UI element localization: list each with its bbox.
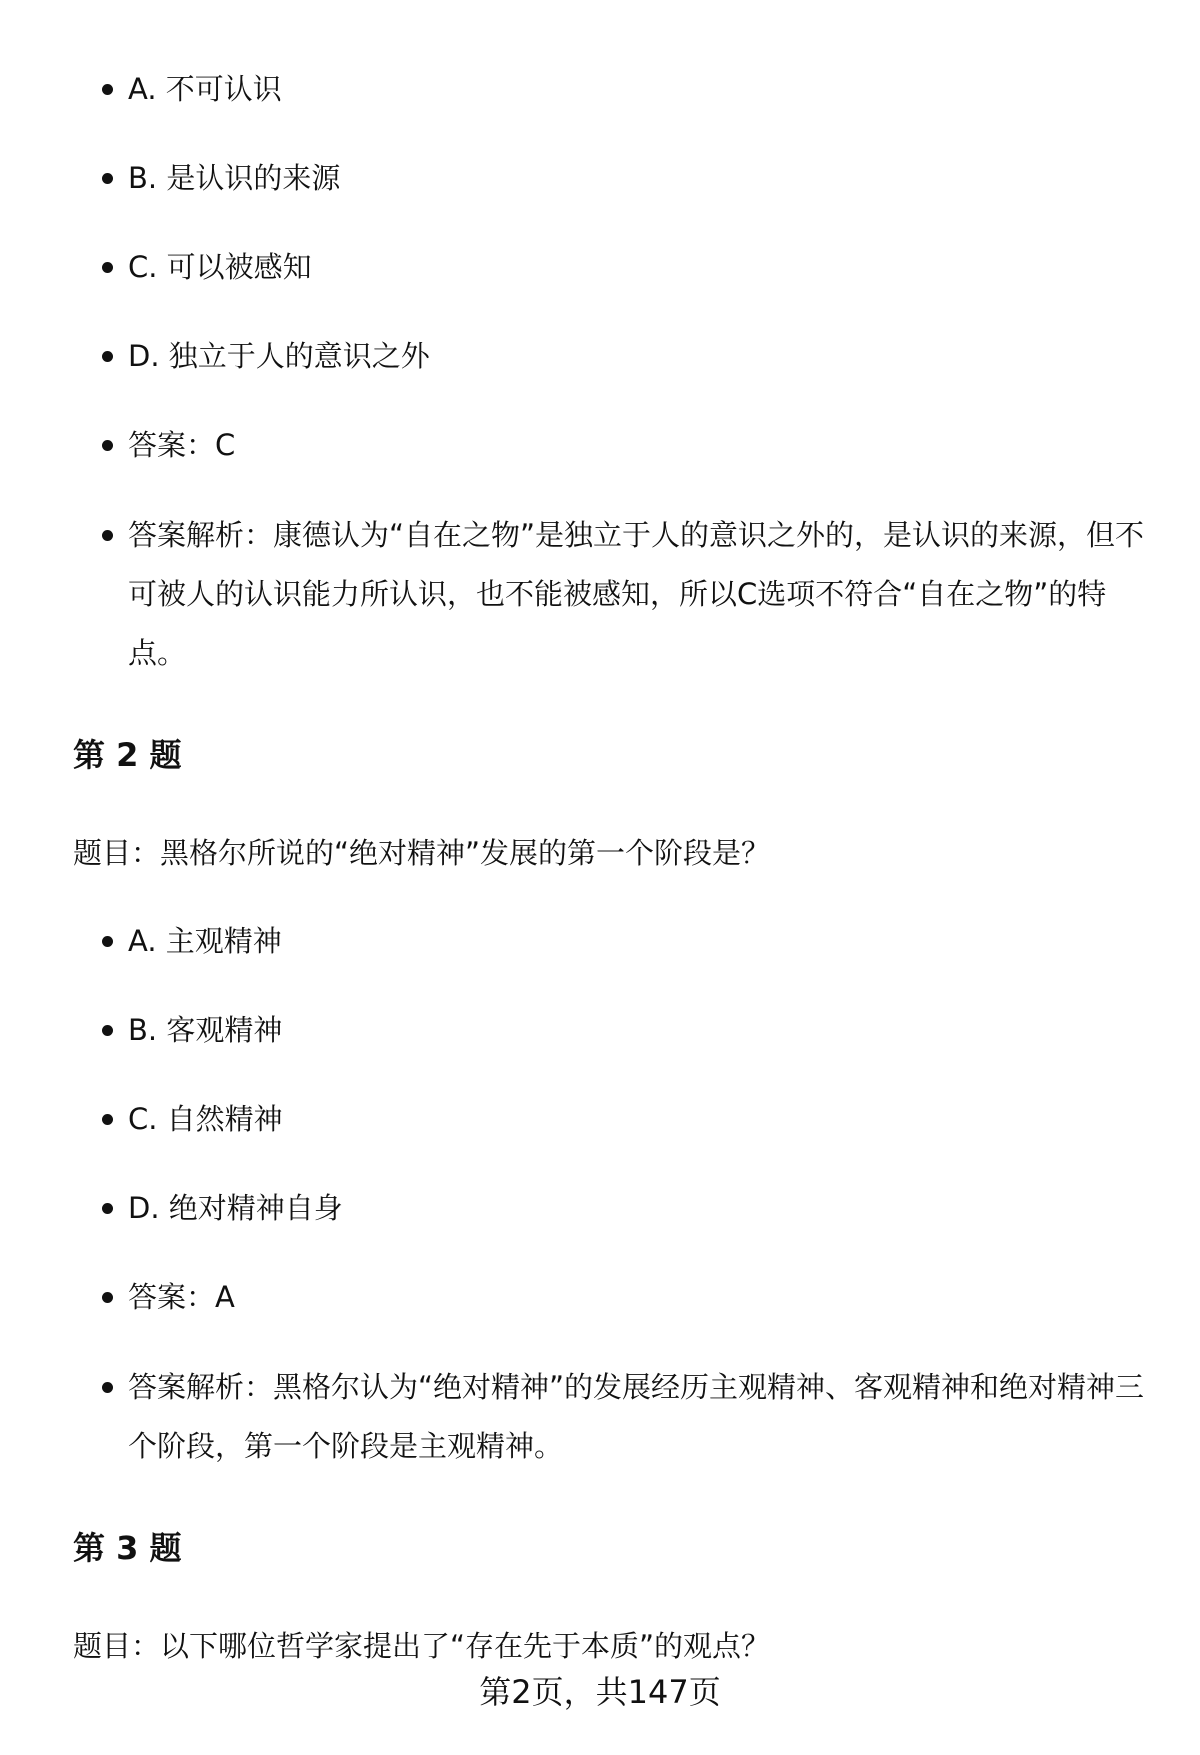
page-indicator: 第2页，共147页 [479,1673,721,1711]
q1-option-d: D. 独立于人的意识之外 [128,327,1148,386]
q1-explanation: 答案解析：康德认为“自在之物”是独立于人的意识之外的，是认识的来源，但不可被人的认识能力所认识，也不能被感知，所以C选项不符合“自在之物”的特点。 [128,506,1148,683]
q2-question: 题目：黑格尔所说的“绝对精神”发展的第一个阶段是？ [73,836,771,870]
q1-option-a: A. 不可认识 [128,60,1148,119]
q2-explanation: 答案解析：黑格尔认为“绝对精神”的发展经历主观精神、客观精神和绝对精神三个阶段，第一个阶段是主观精神。 [128,1358,1148,1476]
q3-heading: 第 3 题 [73,1529,182,1567]
q1-option-b: B. 是认识的来源 [128,149,1148,208]
q2-option-b: B. 客观精神 [128,1001,1148,1060]
q2-option-a: A. 主观精神 [128,912,1148,971]
q2-option-c: C. 自然精神 [128,1090,1148,1149]
q2-option-d: D. 绝对精神自身 [128,1179,1148,1238]
q2-heading: 第 2 题 [73,736,182,774]
q1-answer: 答案：C [128,416,1148,475]
q3-question: 题目：以下哪位哲学家提出了“存在先于本质”的观点？ [73,1629,771,1663]
q1-option-c: C. 可以被感知 [128,238,1148,297]
q2-answer: 答案：A [128,1268,1148,1327]
